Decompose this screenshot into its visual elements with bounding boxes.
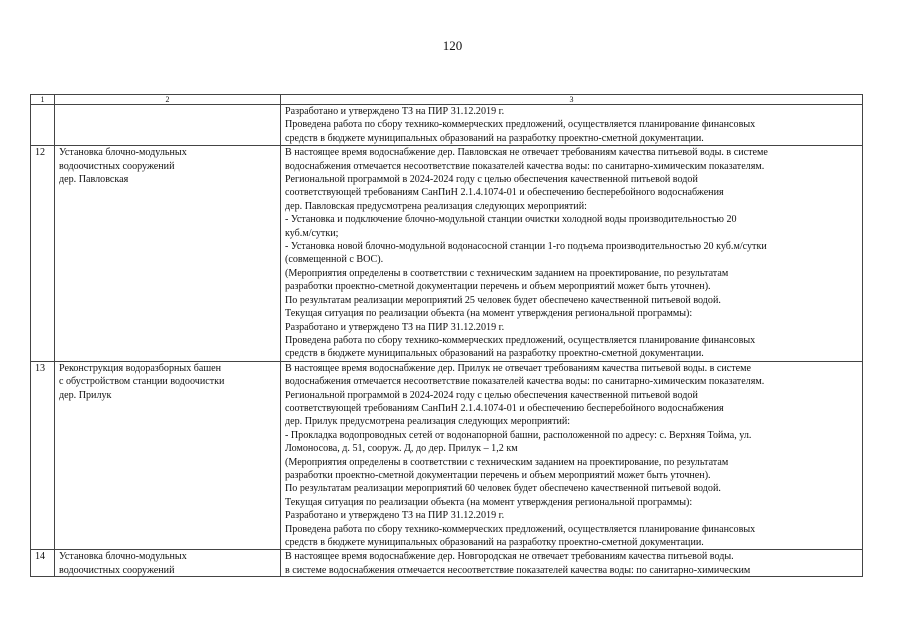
- header-col-1: 1: [31, 95, 55, 105]
- text-line: Региональной программой в 2024-2024 году с целью обеспечения качественной питьевой водой: [285, 389, 698, 401]
- object-name-line: Установка блочно-модульных: [59, 147, 187, 159]
- description-cell: [281, 146, 863, 362]
- text-line: Текущая ситуация по реализации объекта (на момент утверждения региональной программы):: [285, 496, 693, 508]
- table-row: [31, 146, 863, 362]
- object-name-line: водоочистных сооружений: [59, 160, 175, 172]
- table-row: [31, 361, 863, 550]
- text-line: разработки проектно-сметной документации перечень и объем мероприятий может быть уточнен).: [285, 281, 711, 293]
- text-line: средств в бюджете муниципальных образований на разработку проектно-сметной документации.: [285, 348, 704, 360]
- text-line: В настоящее время водоснабжение дер. Прилук не отвечает требованиям качества питьевой воды. в системе: [285, 362, 752, 374]
- table-header-row: [31, 95, 863, 105]
- text-line: - Установка новой блочно-модульной водонасосной станции 1-го подъема производительностью 20 куб.м/сутки: [285, 241, 767, 253]
- text-line: соответствующей требованиям СанПиН 2.1.4.1074-01 и обеспечению бесперебойного водоснабжения: [285, 402, 724, 414]
- header-col-3: 3: [281, 95, 863, 105]
- object-name-line: водоочистных сооружений: [59, 564, 175, 576]
- table-row: [31, 550, 863, 577]
- text-line: В настоящее время водоснабжение дер. Павловская не отвечает требованиям качества питьевой воды. в системе: [285, 147, 768, 159]
- object-name-line: с обустройством станции водоочистки: [59, 376, 225, 388]
- object-name-line: Реконструкция водоразборных башен: [59, 362, 222, 374]
- text-line: Ломоносова, д. 51, сооруж. Д, до дер. Прилук – 1,2 км: [285, 443, 518, 455]
- continuation-num-cell: [31, 105, 55, 146]
- text-line: Разработано и утверждено ТЗ на ПИР 31.12.2019 г.: [285, 321, 505, 333]
- description-cell: [281, 361, 863, 550]
- text-line: - Установка и подключение блочно-модульной станции очистки холодной воды производительностью 20: [285, 214, 737, 226]
- text-line: (Мероприятия определены в соответствии с техническим заданием на проектирование, по результатам: [285, 456, 729, 468]
- text-line: (Мероприятия определены в соответствии с техническим заданием на проектирование, по результатам: [285, 267, 729, 279]
- text-line: Разработано и утверждено ТЗ на ПИР 31.12.2019 г.: [285, 106, 505, 117]
- object-name-cell: [55, 550, 281, 577]
- text-line: в системе водоснабжения отмечается несоответствие показателей качества воды: по санитарно-химическим: [285, 564, 751, 576]
- text-line: (совмещенной с ВОС).: [285, 254, 384, 266]
- program-table: [30, 94, 863, 577]
- continuation-name-cell: [55, 105, 281, 146]
- text-line: По результатам реализации мероприятий 60 человек будет обеспечено качественной питьевой водой.: [285, 483, 721, 495]
- continuation-row: [31, 105, 863, 146]
- description-cell: [281, 550, 863, 577]
- text-line: дер. Прилук предусмотрена реализация следующих мероприятий:: [285, 416, 571, 428]
- object-name-cell: [55, 146, 281, 362]
- page-number: 120: [442, 38, 463, 53]
- header-col-2: 2: [55, 95, 281, 105]
- text-line: Проведена работа по сбору технико-коммерческих предложений, осуществляется планирование финансовых: [285, 523, 756, 535]
- object-name-cell: [55, 361, 281, 550]
- text-line: средств в бюджете муниципальных образований на разработку проектно-сметной документации.: [285, 132, 704, 144]
- row-number: 12: [31, 146, 55, 362]
- object-name-line: дер. Павловская: [59, 174, 129, 186]
- row-number: 13: [31, 361, 55, 550]
- text-line: Текущая ситуация по реализации объекта (на момент утверждения региональной программы):: [285, 308, 693, 320]
- text-line: Проведена работа по сбору технико-коммерческих предложений, осуществляется планирование финансовых: [285, 334, 756, 346]
- text-line: разработки проектно-сметной документации перечень и объем мероприятий может быть уточнен).: [285, 469, 711, 481]
- text-line: Проведена работа по сбору технико-коммерческих предложений, осуществляется планирование финансовых: [285, 119, 756, 131]
- text-line: соответствующей требованиям СанПиН 2.1.4.1074-01 и обеспечению бесперебойного водоснабжения: [285, 187, 724, 199]
- text-line: дер. Павловская предусмотрена реализация следующих мероприятий:: [285, 200, 587, 212]
- text-line: средств в бюджете муниципальных образований на разработку проектно-сметной документации.: [285, 537, 704, 548]
- text-line: В настоящее время водоснабжение дер. Новгородская не отвечает требованиям качества питьевой воды.: [285, 551, 734, 563]
- text-line: водоснабжения отмечается несоответствие показателей качества воды: по санитарно-химическим показателям.: [285, 160, 765, 172]
- text-line: водоснабжения отмечается несоответствие показателей качества воды: по санитарно-химическим показателям.: [285, 376, 765, 388]
- object-name-line: дер. Прилук: [59, 389, 112, 401]
- text-line: По результатам реализации мероприятий 25 человек будет обеспечено качественной питьевой водой.: [285, 294, 721, 306]
- text-line: куб.м/сутки;: [285, 227, 339, 239]
- text-line: Региональной программой в 2024-2024 году с целью обеспечения качественной питьевой водой: [285, 174, 698, 186]
- text-line: - Прокладка водопроводных сетей от водонапорной башни, расположенной по адресу: с. Верхняя Тойма, ул.: [285, 429, 752, 441]
- object-name-line: Установка блочно-модульных: [59, 551, 187, 563]
- continuation-text-cell: [281, 105, 863, 146]
- text-line: Разработано и утверждено ТЗ на ПИР 31.12.2019 г.: [285, 510, 505, 522]
- row-number: 14: [31, 550, 55, 577]
